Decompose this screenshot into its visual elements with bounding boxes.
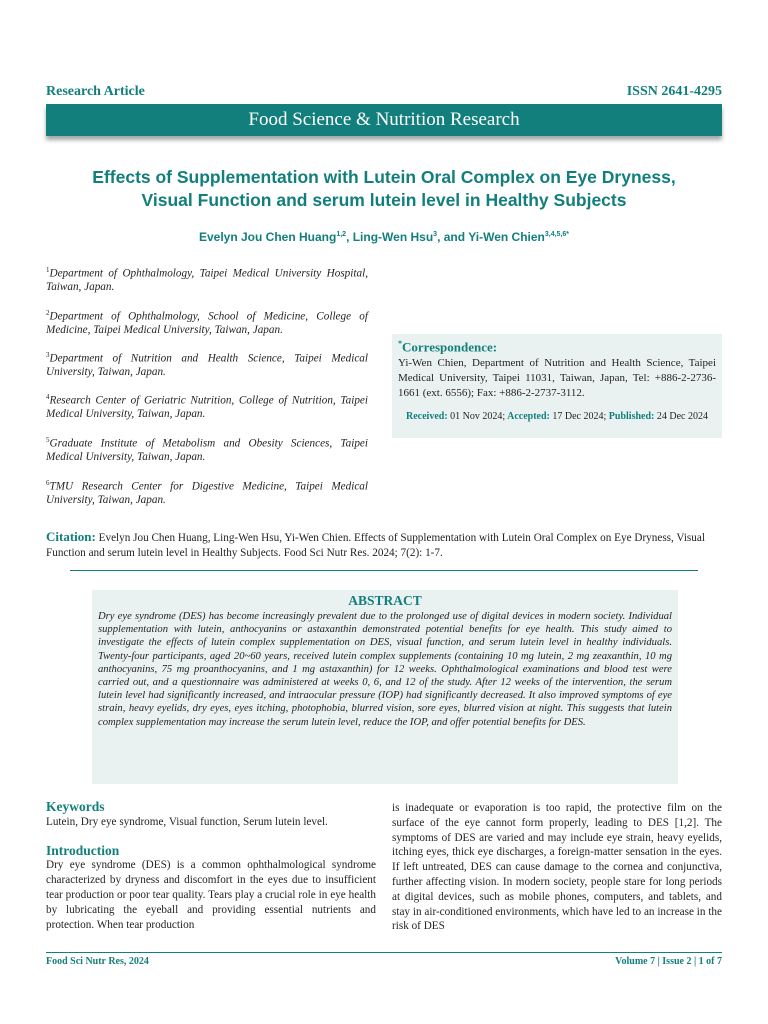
affiliation-5-text: Graduate Institute of Metabolism and Obesity Sciences, Taipei Medical University, Taiwan, Japan.	[46, 437, 368, 464]
published-date: 24 Dec 2024	[654, 411, 708, 423]
journal-banner: Food Science & Nutrition Research	[46, 104, 722, 136]
correspondence-box	[392, 334, 722, 438]
received-label: Received:	[406, 411, 448, 423]
correspondence-star: *	[398, 339, 402, 348]
affiliation-2-text: Department of Ophthalmology, School of Medicine, College of Medicine, Taipei Medical University, Taiwan, Japan.	[46, 310, 368, 337]
accepted-label: Accepted:	[505, 411, 550, 423]
publication-dates	[398, 411, 716, 422]
keywords-heading: Keywords	[46, 799, 105, 814]
correspondence-text: Yi-Wen Chien, Department of Nutrition and Health Science, Taipei Medical University, Taipei 11031, Taiwan, Japan, Tel: +886-2-2736-1661 (ext. 6556); Fax: +886-2-2737-3112.	[398, 357, 716, 400]
left-column	[46, 800, 376, 932]
footer-journal: Food Sci Nutr Res, 2024	[46, 956, 149, 967]
author-3-affil: 3,4,5,6*	[544, 231, 570, 238]
abstract-text: Dry eye syndrome (DES) has become increasingly prevalent due to the prolonged use of digital devices in modern society. Individual supplementation with lutein, anthocyanins or astaxanthin demonstrated potential benefits for eye health. This study aimed to investigate the effects of lutein complex supplementation on DES, visual function, and serum lutein level in healthy individuals. Twenty-four participants, aged 20~60 years, received lutein complex supplements (containing 10 mg lutein, 2 mg zeaxanthin, 10 mg anthocyanins, 75 mg proanthocyanins, and 1 mg astaxanthin) for 12 weeks. Ophthalmological examinations and blood test were carried out, and a questionnaire was administered at weeks 0, 6, and 12 of the study. After 12 weeks of the intervention, the serum lutein level had significantly increased, and intraocular pressure (IOP) had significantly decreased. It also improved symptoms of eye strain, heavy eyelids, dry eyes, eyes itching, photophobia, blurred vision, sore eyes, blurred vision at night. This suggests that lutein complex supplementation may increase the serum lutein level, reduce the IOP, and offer potential benefits for DES.	[98, 611, 672, 728]
title-line-1: Effects of Supplementation with Lutein Oral Complex on Eye Dryness,	[92, 167, 676, 187]
introduction-left-text: Dry eye syndrome (DES) is a common ophthalmological syndrome characterized by dryness and discomfort in the eyes due to insufficient tear production or poor tear quality. Tears play a crucial role in eye health by lubricating the eyeball and providing essential nutrients and protection. When tear production	[46, 859, 376, 931]
citation-label: Citation:	[46, 529, 96, 544]
keywords-text: Lutein, Dry eye syndrome, Visual function, Serum lutein level.	[46, 815, 328, 828]
top-line	[46, 84, 722, 104]
correspondence-heading	[398, 339, 716, 355]
affiliation-1	[46, 264, 368, 295]
title-line-2: Visual Function and serum lutein level in Healthy Subjects	[141, 190, 627, 210]
abstract-box	[92, 590, 678, 784]
author-1-affil: 1,2	[336, 231, 347, 238]
paper-title	[40, 166, 728, 212]
affiliation-6	[46, 477, 368, 508]
affiliation-2-number: 2	[46, 309, 50, 317]
affiliation-5	[46, 434, 368, 465]
affiliation-3	[46, 349, 368, 380]
published-label: Published:	[606, 411, 655, 423]
author-2-affil: 3	[433, 231, 438, 238]
introduction-heading: Introduction	[46, 842, 120, 858]
author-1: Evelyn Jou Chen Huang	[198, 230, 337, 244]
citation	[46, 529, 722, 561]
footer-rule	[46, 952, 722, 953]
affiliation-3-number: 3	[46, 351, 50, 359]
introduction-right-text: is inadequate or evaporation is too rapid, the protective film on the surface of the eye cannot form properly, leading to DES [1,2]. The symptoms of DES are varied and may include eye strain, heavy eyelids, itching eyes, thick eye discharges, a foreign-matter sensation in the eyes. If left untreated, DES can cause damage to the cornea and conjunctiva, further affecting vision. In modern society, people stare for long periods at digital devices, such as mobile phones, computers, and tablets, and stay in air-conditioned environments, which have led to an increase in the risk of DES	[392, 802, 722, 933]
affiliation-1-text: Department of Ophthalmology, Taipei Medical University Hospital, Taiwan, Japan.	[46, 267, 368, 294]
affiliation-4-text: Research Center of Geriatric Nutrition, College of Nutrition, Taipei Medical University, Taiwan, Japan.	[46, 394, 368, 421]
affiliation-2	[46, 307, 368, 338]
issn: ISSN 2641-4295	[626, 84, 722, 99]
page-footer	[46, 956, 722, 967]
article-type: Research Article	[46, 84, 145, 99]
affiliation-6-text: TMU Research Center for Digestive Medicine, Taipei Medical University, Taiwan, Japan.	[46, 480, 368, 507]
affiliation-4-number: 4	[46, 393, 50, 401]
affiliation-3-text: Department of Nutrition and Health Science, Taipei Medical University, Taiwan, Japan.	[46, 352, 368, 379]
affiliation-6-number: 6	[46, 479, 50, 487]
citation-text: Evelyn Jou Chen Huang, Ling-Wen Hsu, Yi-Wen Chien. Effects of Supplementation with Lutein Oral Complex on Eye Dryness, Visual Function and serum lutein level in Healthy Subjects. Food Sci Nutr Res. 2024; 7(2): 1-7.	[46, 532, 705, 559]
affiliation-1-number: 1	[46, 266, 50, 274]
affiliation-5-number: 5	[46, 436, 50, 444]
correspondence-heading-text: Correspondence:	[402, 339, 498, 355]
accepted-date: 17 Dec 2024;	[549, 411, 607, 423]
divider-rule	[70, 570, 698, 571]
author-2: , Ling-Wen Hsu	[346, 230, 434, 244]
author-list	[40, 230, 728, 244]
abstract-heading: ABSTRACT	[348, 593, 422, 608]
footer-page-info: Volume 7 | Issue 2 | 1 of 7	[615, 956, 722, 967]
author-3: , and Yi-Wen Chien	[437, 230, 545, 244]
right-column	[392, 801, 722, 934]
received-date: 01 Nov 2024;	[447, 411, 506, 423]
affiliation-4	[46, 391, 368, 422]
